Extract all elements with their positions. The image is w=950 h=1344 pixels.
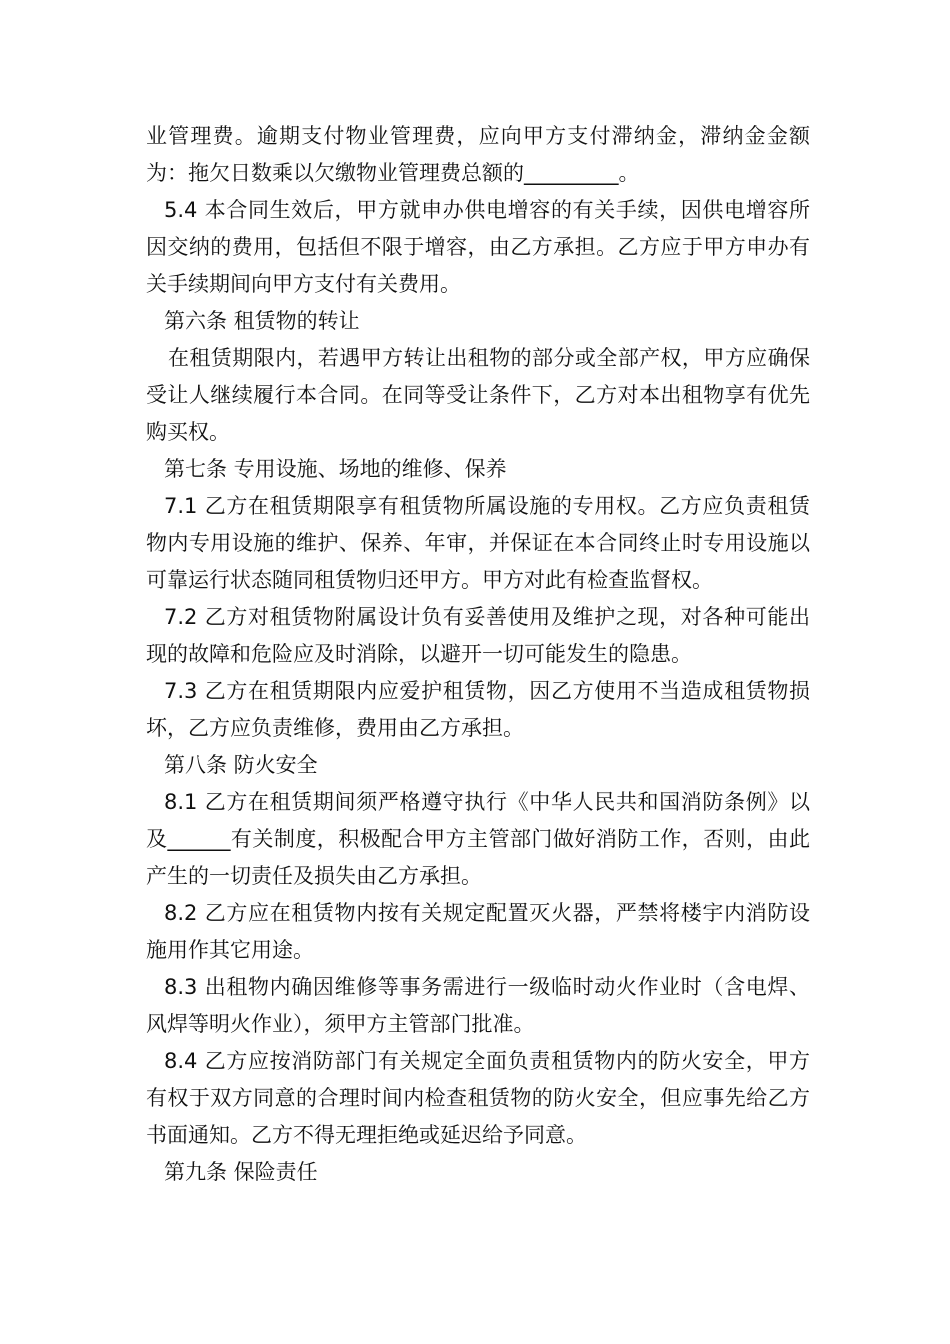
document-page xyxy=(146,118,810,1191)
article-9-heading: 第九条 保险责任 xyxy=(164,1160,318,1184)
paragraph-management-fee-continued: 业管理费。逾期支付物业管理费，应向甲方支付滞纳金，滞纳金金额为：拖欠日数乘以欠缴物业管理费总额的_________。 xyxy=(146,124,810,185)
clause-8-2: 8.2 乙方应在租赁物内按有关规定配置灭火器，严禁将楼宇内消防设施用作其它用途。 xyxy=(146,901,810,962)
clause-8-1: 8.1 乙方在租赁期间须严格遵守执行《中华人民共和国消防条例》以及______有关制度，积极配合甲方主管部门做好消防工作，否则，由此产生的一切责任及损失由乙方承担。 xyxy=(146,790,810,888)
article-6-heading: 第六条 租赁物的转让 xyxy=(164,309,360,333)
clause-8-3: 8.3 出租物内确因维修等事务需进行一级临时动火作业时（含电焊、风焊等明火作业），须甲方主管部门批准。 xyxy=(146,975,810,1036)
clause-8-4: 8.4 乙方应按消防部门有关规定全面负责租赁物内的防火安全，甲方有权于双方同意的合理时间内检查租赁物的防火安全，但应事先给乙方书面通知。乙方不得无理拒绝或延迟给予同意。 xyxy=(146,1049,810,1147)
clause-7-3: 7.3 乙方在租赁期限内应爱护租赁物，因乙方使用不当造成租赁物损坏，乙方应负责维修，费用由乙方承担。 xyxy=(146,679,810,740)
clause-7-2: 7.2 乙方对租赁物附属设计负有妥善使用及维护之现，对各种可能出现的故障和危险应及时消除，以避开一切可能发生的隐患。 xyxy=(146,605,810,666)
article-6-body: 在租赁期限内，若遇甲方转让出租物的部分或全部产权，甲方应确保受让人继续履行本合同。在同等受让条件下，乙方对本出租物享有优先购买权。 xyxy=(146,346,810,444)
clause-7-1: 7.1 乙方在租赁期限享有租赁物所属设施的专用权。乙方应负责租赁物内专用设施的维护、保养、年审，并保证在本合同终止时专用设施以可靠运行状态随同租赁物归还甲方。甲方对此有检查监督权。 xyxy=(146,494,810,592)
article-8-heading: 第八条 防火安全 xyxy=(164,753,318,777)
clause-5-4: 5.4 本合同生效后，甲方就申办供电增容的有关手续，因供电增容所因交纳的费用，包括但不限于增容，由乙方承担。乙方应于甲方申办有关手续期间向甲方支付有关费用。 xyxy=(146,198,810,296)
article-7-heading: 第七条 专用设施、场地的维修、保养 xyxy=(164,457,507,481)
